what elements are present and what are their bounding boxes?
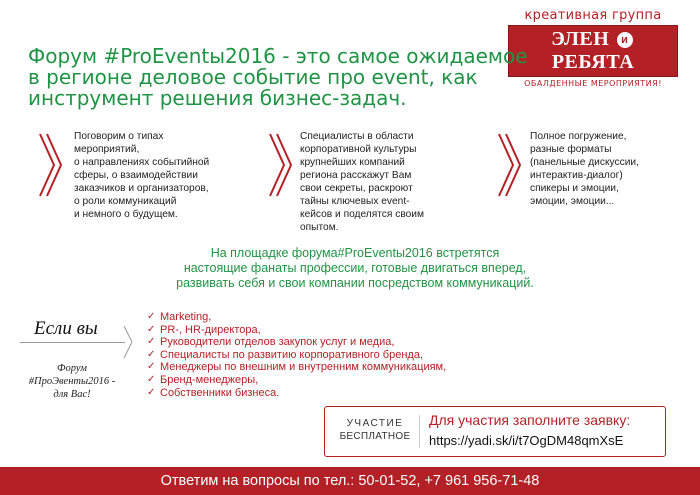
chevron-arrows-icon [36, 130, 66, 200]
feature-column-speakers [300, 130, 480, 234]
registration-title: Для участия заполните заявку: [429, 412, 631, 428]
column-line: корпоративной культуры [300, 144, 417, 155]
logo-tagline-bottom: ОБАЛДЕННЫЕ МЕРОПРИЯТИЯ! [524, 79, 662, 88]
list-item-label: Собственники бизнеса. [160, 386, 280, 399]
list-item-label: Marketing, [160, 311, 212, 323]
list-item-label: PR-, HR-директора, [160, 323, 261, 336]
forum-note-line: #ПроЭвенты2016 - [28, 376, 116, 387]
list-item [147, 349, 446, 362]
logo-word-right: РЕБЯТА [551, 51, 635, 73]
checkmark-icon: ✓ [147, 373, 156, 385]
chevron-arrows-icon [266, 130, 296, 200]
list-item [147, 336, 446, 349]
forum-statement [120, 246, 590, 291]
feature-column-formats [530, 130, 690, 208]
headline-line: инструмент решения бизнес-задач. [28, 86, 407, 110]
free-label-line: БЕСПЛАТНОЕ [339, 431, 411, 442]
statement-line: На площадке форума#ProEventы2016 встретятся [210, 246, 500, 260]
column-line: Специалисты в области [300, 131, 414, 142]
column-line: Поговорим о типах [74, 131, 164, 142]
checkmark-icon: ✓ [147, 386, 156, 398]
list-item [147, 387, 446, 400]
checkmark-icon: ✓ [147, 348, 156, 360]
column-line: заказчиков и организаторов, [74, 183, 209, 194]
column-line: интерактив-диалог) [530, 170, 623, 181]
column-line: о направлениях событийной [74, 157, 210, 168]
column-line: и немного о будущем. [74, 209, 178, 220]
list-item-label: Специалисты по развитию корпоративного бренда, [160, 348, 424, 361]
contact-footer: Ответим на вопросы по тел.: 50-01-52, +7 961 956-71-48 [0, 467, 700, 495]
list-item [147, 311, 446, 324]
headline-line: в регионе деловое событие про event, как [28, 65, 478, 89]
arrow-right-icon [122, 324, 134, 360]
column-line: тайны ключевых event- [300, 196, 410, 207]
checkmark-icon: ✓ [147, 323, 156, 335]
free-participation-label [335, 417, 415, 443]
esli-heading: Если вы [34, 318, 98, 339]
column-line: свои секреты, раскроют [300, 183, 413, 194]
divider [20, 342, 125, 343]
logo-tagline-top: креативная группа [524, 8, 662, 23]
column-line: разные форматы [530, 144, 612, 155]
registration-link[interactable]: https://yadi.sk/i/t7OgDM48qmXsE [429, 433, 624, 448]
column-line: мероприятий, [74, 144, 140, 155]
column-line: о роли коммуникаций [74, 196, 177, 207]
column-line: сферы, о взаимодействии [74, 170, 198, 181]
checkmark-icon: ✓ [147, 311, 156, 322]
column-line: спикеры и эмоции, [530, 183, 619, 194]
free-label-line: УЧАСТИЕ [346, 418, 404, 429]
logo-word-left: ЭЛЕН [551, 28, 610, 50]
statement-line: настоящие фанаты профессии, готовые двигаться вперед, [183, 261, 527, 275]
list-item-label: Менеджеры по внешним и внутренним коммуникациям, [160, 361, 447, 374]
column-line: Полное погружение, [530, 131, 627, 142]
divider [419, 415, 420, 448]
forum-note [26, 362, 118, 401]
list-item [147, 361, 446, 374]
column-line: опытом. [300, 222, 339, 233]
headline-line: Форум #ProEventы2016 - это самое ожидаемое [28, 44, 528, 68]
list-item-label: Бренд-менеджеры, [160, 373, 259, 386]
list-item [147, 324, 446, 337]
column-line: (панельные дискуссии, [530, 157, 639, 168]
column-line: региона расскажут Вам [300, 170, 412, 181]
list-item [147, 374, 446, 387]
audience-list [147, 311, 446, 399]
forum-note-line: для Вас! [53, 389, 91, 400]
checkmark-icon: ✓ [147, 361, 156, 373]
checkmark-icon: ✓ [147, 336, 156, 348]
column-line: эмоции, эмоции... [530, 196, 615, 207]
registration-box [324, 406, 666, 457]
feature-column-topics [74, 130, 264, 221]
chevron-arrows-icon [495, 130, 525, 200]
headline [28, 46, 568, 109]
forum-note-line: Форум [57, 363, 87, 374]
logo-amp: и [617, 32, 633, 48]
column-line: крупнейших компаний [300, 157, 405, 168]
statement-line: развивать себя и свои компании посредством коммуникаций. [176, 276, 534, 290]
column-line: кейсов и поделятся своим [300, 209, 425, 220]
list-item-label: Руководители отделов закупок услуг и медиа, [160, 336, 395, 349]
